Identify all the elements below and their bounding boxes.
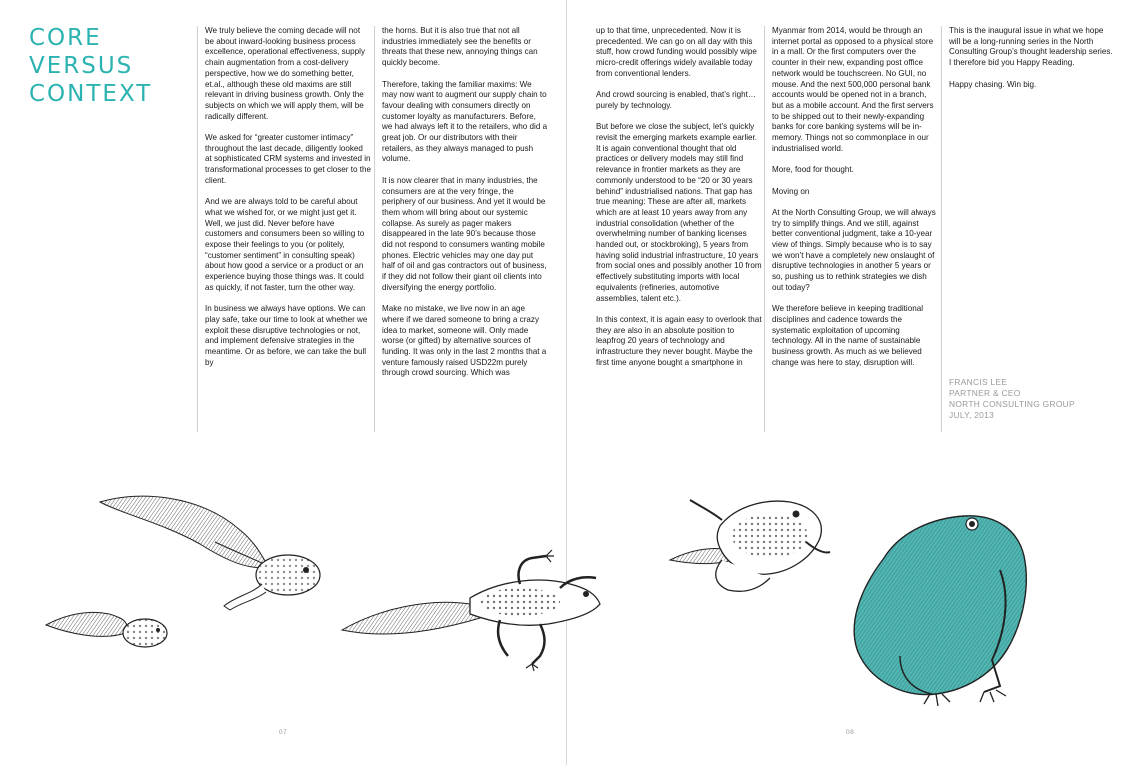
paragraph: Therefore, taking the familiar maxims: We may now want to augment our supply chain to favour dealing with consumers directly on customer loyalty as manufacturers. Before, we had always left it to the retailers, who did a great job. Or our distributors with their retailers, as they always managed to push volume.	[382, 79, 548, 164]
page-number-left: 07	[279, 729, 288, 736]
publish-date: JULY, 2013	[949, 410, 995, 420]
paragraph: We truly believe the coming decade will not be about inward-looking business process excellence, operational effectiveness, supply chain augmentation from a cost-delivery perspective, how we do something better, et.al., although these old maxims are still relevant in driving business growth. Only the subjects on which we will apply them, will be radically different.	[205, 26, 366, 121]
paragraph: At the North Consulting Group, we will always try to simplify things. And we still, against better conventional judgment, take a 10-year view of things. Simply because who is to say we won’t have a completely new onslaught of disruptive technologies in another 5 years or so, pushing us to rethink strategies we dish out today?	[772, 207, 936, 292]
frog-icon	[854, 516, 1026, 706]
young-frog-icon	[670, 500, 830, 591]
text-column-3	[596, 26, 762, 368]
column-rule	[764, 26, 765, 432]
paragraph: It is now clearer that in many industries, the consumers are at the very fringe, the periphery of our business. And yet it would be them whom will bring about our systemic collapse. As surely as pager makers disappeared in the late 90’s because those did not respond to consumers wanting mobile phones. Electric vehicles may one day put half of oil and gas contractors out of business, if they did not follow their giant oil clients into diversifying the energy portfolio.	[382, 175, 547, 292]
column-rule	[374, 26, 375, 432]
column-rule	[941, 26, 942, 432]
paragraph: And we are always told to be careful about what we wished for, or we might just get it. Well, we just did. Never before have customers and consumers been so willing to expose their feelings to you (or politely, “customer sentiment” in consulting speak) about how good a service or a product or an experience buying those things was. It could as quickly, if not faster, turn the other way.	[205, 197, 365, 292]
small-tadpole-icon	[46, 612, 167, 647]
text-column-2	[382, 26, 548, 379]
author-signature	[949, 377, 1075, 421]
paragraph: And crowd sourcing is enabled, that’s right… purely by technology.	[596, 90, 757, 110]
paragraph: More, food for thought.	[772, 165, 854, 175]
paragraph: Myanmar from 2014, would be through an internet portal as opposed to a physical store in a mall. Or the first computers over the counter in their new, expanding post office network would be touchscreen. No GUI, no mouse. And the next 500,000 personal bank accounts would be opened not in a branch, but as a mobile account. And the first servers to be shipped out to their newly-expanding banks for core banking systems will be in-memory. Things not so commonplace in our industrialised world.	[772, 26, 934, 153]
paragraph: up to that time, unprecedented. Now it is precedented. We can go on all day with this stuff, how crowd funding would possibly wipe micro-credit offerings widely available today from conventional lenders.	[596, 26, 757, 78]
paragraph: In this context, it is again easy to overlook that they are also in an absolute position to leapfrog 20 years of technology and infrastructure they never bought. Maybe the first time anyone bought a smartphone in	[596, 314, 762, 367]
column-rule	[197, 26, 198, 432]
page-number-right: 08	[846, 729, 855, 736]
paragraph: Moving on	[772, 186, 810, 196]
paragraph: We therefore believe in keeping traditional disciplines and cadence towards the systematic exploitation of upcoming technology. All in the name of sustainable business growth. As much as we believed change was here to stay, disruption will.	[772, 304, 924, 367]
text-column-5	[949, 26, 1115, 90]
paragraph: But before we close the subject, let’s quickly revisit the emerging markets example earlier. It is again conventional thought that old practices or delivery models may still find relevance in frontier markets as they are commonly understood to be “20 or 30 years behind” industrialised nations. That gap has true meaning: These are after all, markets which are at least 10 years away from any industrial consolidation (whether of the overwhelming number of banking licenses handed out, or stockbroking), 5 years from having solid industrial infrastructure, 10 years from social ones and possibly another 10 from effectively substituting imports with local equivalents (refineries, automotive assemblies, talent etc.).	[596, 122, 762, 303]
frog-lifecycle-illustration	[0, 480, 1134, 710]
paragraph: This is the inaugural issue in what we hope will be a long-running series in the North Consulting Group’s thought leadership series. I therefore bid you Happy Reading.	[949, 26, 1113, 68]
title-line-3: CONTEXT	[29, 81, 153, 107]
author-name: FRANCIS LEE	[949, 377, 1008, 387]
author-company: NORTH CONSULTING GROUP	[949, 399, 1075, 409]
article-title	[29, 24, 152, 108]
title-line-2: VERSUS	[29, 53, 134, 79]
tadpole-icon	[100, 496, 320, 610]
paragraph: the horns. But it is also true that not all industries immediately see the benefits or threats that these new, annoying things can quickly become.	[382, 26, 538, 68]
text-column-4	[772, 26, 938, 368]
froglet-icon	[342, 550, 600, 671]
paragraph: In business we always have options. We can play safe, take our time to look at whether we exploit these disruptive technologies or not, and implement defensive strategies in the meantime. Or as before, we can take the bull by	[205, 304, 368, 367]
text-column-1	[205, 26, 371, 368]
paragraph: Make no mistake, we live now in an age where if we dared someone to bring a crazy idea to market, someone will. Only made worse (or gifted) by alternative sources of funding. It was only in the last 2 months that a venture famously raised USD22m purely through crowd sourcing. Which was	[382, 304, 547, 378]
paragraph: Happy chasing. Win big.	[949, 79, 1037, 89]
title-line-1: CORE	[29, 25, 102, 51]
author-role: PARTNER & CEO	[949, 388, 1021, 398]
paragraph: We asked for “greater customer intimacy” throughout the last decade, diligently looked at sophisticated CRM systems and invested in transformational processes to get closer to the client.	[205, 133, 372, 185]
